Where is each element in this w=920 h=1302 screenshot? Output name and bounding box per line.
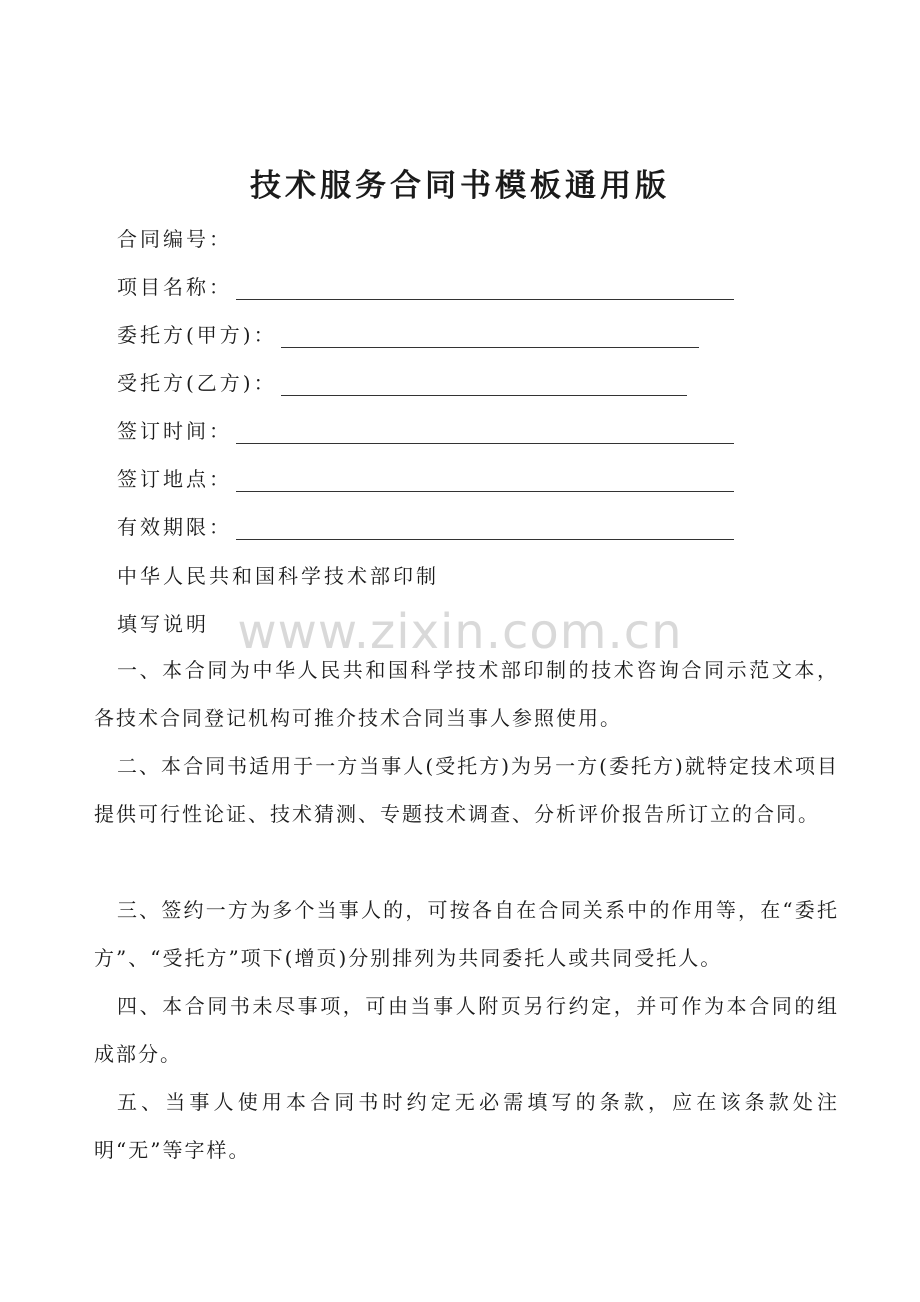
field-contract-number <box>117 218 232 252</box>
document-title: 技术服务合同书模板通用版 <box>250 168 670 204</box>
watermark: www.zixin.com.cn <box>237 604 683 660</box>
field-label: 签订地点： <box>117 467 232 491</box>
field-label: 受托方(乙方)： <box>117 371 277 395</box>
blank-line[interactable] <box>236 517 734 540</box>
field-client <box>117 314 699 348</box>
field-label: 有效期限： <box>117 515 232 539</box>
field-signing-date <box>117 410 734 444</box>
instruction-paragraph-3: 三、签约一方为多个当事人的，可按各自在合同关系中的作用等，在“委托方”、“受托方”项下(增页)分别排列为共同委托人或共同受托人。 <box>94 898 839 970</box>
field-label: 合同编号： <box>117 227 232 251</box>
blank-line[interactable] <box>281 325 699 348</box>
issuer-line: 中华人民共和国科学技术部印制 <box>117 564 439 588</box>
blank-line[interactable] <box>281 373 687 396</box>
instruction-paragraph-5: 五、当事人使用本合同书时约定无必需填写的条款，应在该条款处注明“无”等字样。 <box>94 1090 839 1162</box>
blank-line[interactable] <box>236 277 734 300</box>
instruction-paragraph-2: 二、本合同书适用于一方当事人(受托方)为另一方(委托方)就特定技术项目提供可行性论证、技术猜测、专题技术调查、分析评价报告所订立的合同。 <box>94 754 839 826</box>
field-label: 委托方(甲方)： <box>117 323 277 347</box>
field-label: 项目名称： <box>117 275 232 299</box>
field-project-name <box>117 266 734 300</box>
instruction-paragraph-1: 一、本合同为中华人民共和国科学技术部印制的技术咨询合同示范文本，各技术合同登记机构可推介技术合同当事人参照使用。 <box>94 658 839 730</box>
field-validity-period <box>117 506 734 540</box>
field-contractor <box>117 362 687 396</box>
instructions-heading: 填写说明 <box>117 612 209 636</box>
instruction-paragraph-4: 四、本合同书未尽事项，可由当事人附页另行约定，并可作为本合同的组成部分。 <box>94 994 839 1066</box>
field-label: 签订时间： <box>117 419 232 443</box>
blank-line[interactable] <box>236 421 734 444</box>
blank-line[interactable] <box>236 469 734 492</box>
field-signing-place <box>117 458 734 492</box>
